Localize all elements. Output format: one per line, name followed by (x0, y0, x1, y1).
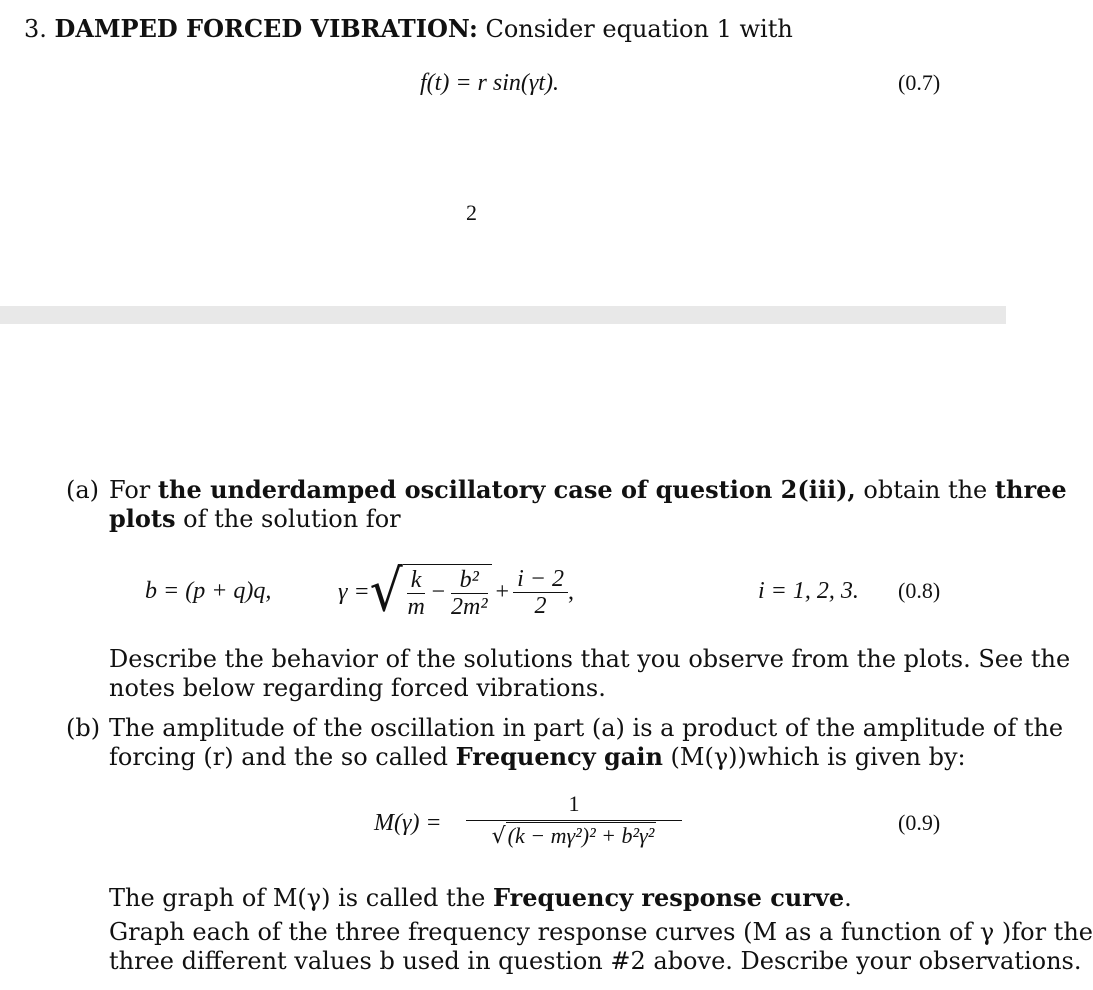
sqrt-sign: √ (369, 559, 403, 625)
part-b-marker: (b) (66, 714, 101, 742)
equation-0-7: f(t) = r sin(γt). (420, 70, 559, 96)
fraction-i-2: $\frac{i - 2}{2}$ (513, 566, 568, 619)
part-a-describe-line1: Describe the behavior of the solutions that you observe from the plots. See the (109, 645, 1071, 673)
part-b-last-line2: three different values b used in question #2 above. Describe your observations. (109, 947, 1082, 975)
section-number: 3. (24, 15, 47, 43)
fraction-numerator: 1 (466, 790, 682, 821)
part-b-line1: The amplitude of the oscillation in part (a) is a product of the amplitude of the (109, 714, 1064, 742)
fraction-b2-2m2: $\frac{\text{b²}}{\text{2m²}}$ (451, 567, 488, 620)
part-b-last-line1: Graph each of the three frequency response curves (M as a function of γ )for the (109, 918, 1093, 946)
gamma-lhs: γ = (338, 579, 370, 605)
part-a-marker: (a) (66, 476, 100, 504)
minus-sign: − (431, 579, 445, 606)
part-a-line2: plots of the solution for (109, 504, 401, 533)
part-b-graph-line: The graph of M(γ) is called the Frequency response curve. (109, 883, 852, 912)
fraction-k-m: $\frac{k}{m}$ (407, 567, 425, 620)
fraction-denominator: √(k − mγ²)² + b²γ² (491, 823, 655, 849)
page-number: 2 (466, 200, 477, 225)
section-title: DAMPED FORCED VIBRATION: (54, 14, 478, 43)
equation-label-0-9: (0.9) (898, 810, 941, 835)
sqrt-body (403, 564, 492, 620)
plus-sign: + (495, 579, 510, 605)
equation-M-lhs: M(γ) = (374, 810, 442, 836)
part-a-line1: For the underdamped oscillatory case of question 2(iii), obtain the three (109, 475, 1067, 504)
section-heading (24, 14, 793, 44)
equation-i-range: i = 1, 2, 3. (758, 578, 859, 604)
equation-label-0-8: (0.8) (898, 578, 941, 603)
equation-b-def: b = (p + q)q, (145, 578, 272, 604)
equation-gamma-def: γ = √ $\frac{k}{m}$ − $\frac{\text{b²}}{\text{2m²}}$ + $\frac{i - 2}{2}$ , (338, 559, 574, 625)
equation-label-0-7: (0.7) (898, 70, 941, 95)
part-b-line2: forcing (r) and the so called Frequency gain (M(γ))which is given by: (109, 742, 966, 771)
equation-M-fraction (466, 790, 682, 852)
part-a-describe-line2: notes below regarding forced vibrations. (109, 674, 606, 702)
page-divider (0, 306, 1006, 324)
section-intro: Consider equation 1 with (485, 15, 793, 43)
